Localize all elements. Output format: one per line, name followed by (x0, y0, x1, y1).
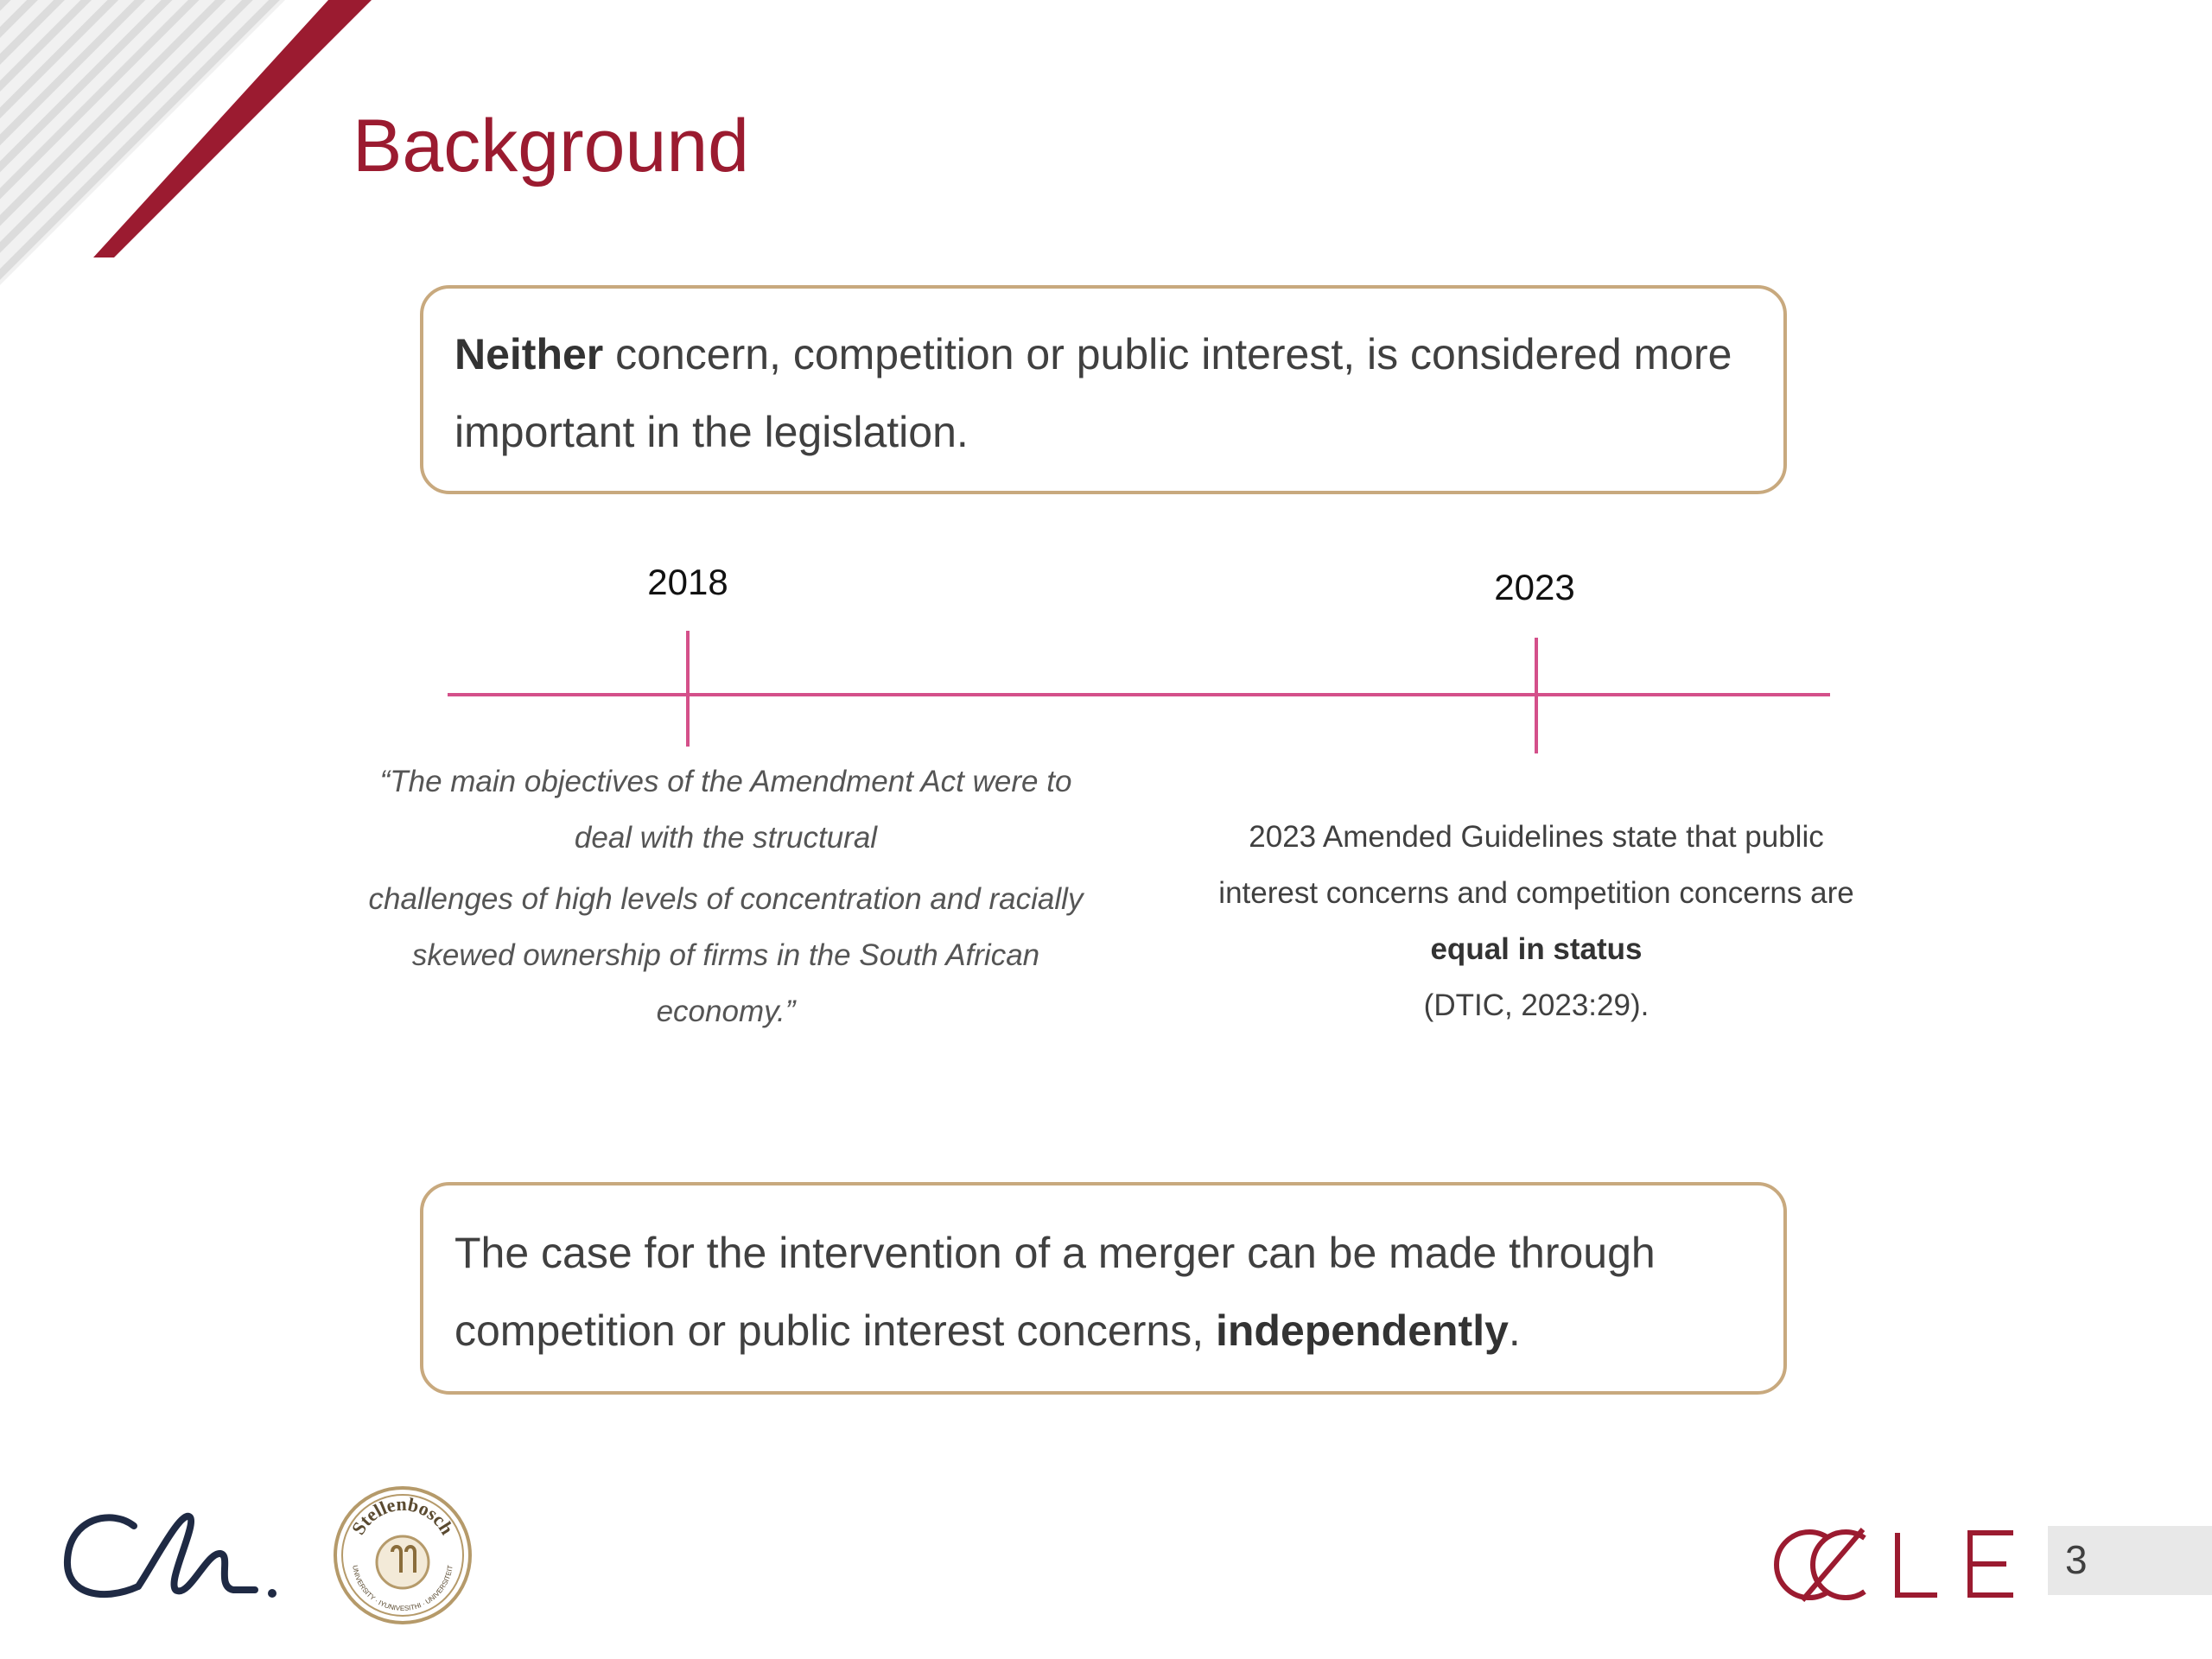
intervention-body: The case for the intervention of a merger can be made through competition or public interest concerns, (454, 1229, 1656, 1355)
note-line: 2023 Amended Guidelines state that public (1249, 820, 1824, 854)
note-bold: equal in status (1430, 932, 1643, 966)
note-line: interest concerns and competition concerns are (1218, 876, 1854, 910)
quote-line: deal with the structural (574, 821, 878, 855)
guidelines-note (1191, 809, 1882, 1033)
intervention-text (423, 1214, 1783, 1370)
signature-logo-icon (60, 1500, 285, 1612)
callout-bold: Neither (454, 330, 604, 378)
svg-text:UNIVERSITY · IYUNIVESITHI · UN: UNIVERSITY · IYUNIVESITHI · UNIVERSITEIT (351, 1564, 454, 1613)
quote-line: economy.” (656, 995, 796, 1028)
quote-line: skewed ownership of firms in the South African (411, 938, 1040, 972)
quote-line: challenges of high levels of concentration and racially (368, 882, 1084, 916)
note-tail: (DTIC, 2023:29). (1423, 988, 1649, 1022)
year-2023-label: 2023 (1494, 567, 1575, 607)
callout-body: concern, competition or public interest, is considered more important in the legislation. (454, 330, 1732, 456)
quote-line: “The main objectives of the Amendment Act were to (379, 765, 1072, 798)
svg-text:Stellenbosch: Stellenbosch (346, 1492, 459, 1539)
page-number: 3 (2065, 1537, 2088, 1582)
intervention-tail: . (1508, 1306, 1521, 1355)
note-line (1191, 921, 1882, 1033)
amendment-act-quote (354, 753, 1097, 1039)
ccle-logo-icon (1768, 1521, 2027, 1607)
stellenbosch-seal-icon (332, 1484, 474, 1626)
slide-title: Background (353, 105, 749, 188)
intervention-bold: independently (1215, 1306, 1509, 1355)
year-2018-label: 2018 (647, 562, 728, 602)
intervention-callout (420, 1182, 1787, 1395)
